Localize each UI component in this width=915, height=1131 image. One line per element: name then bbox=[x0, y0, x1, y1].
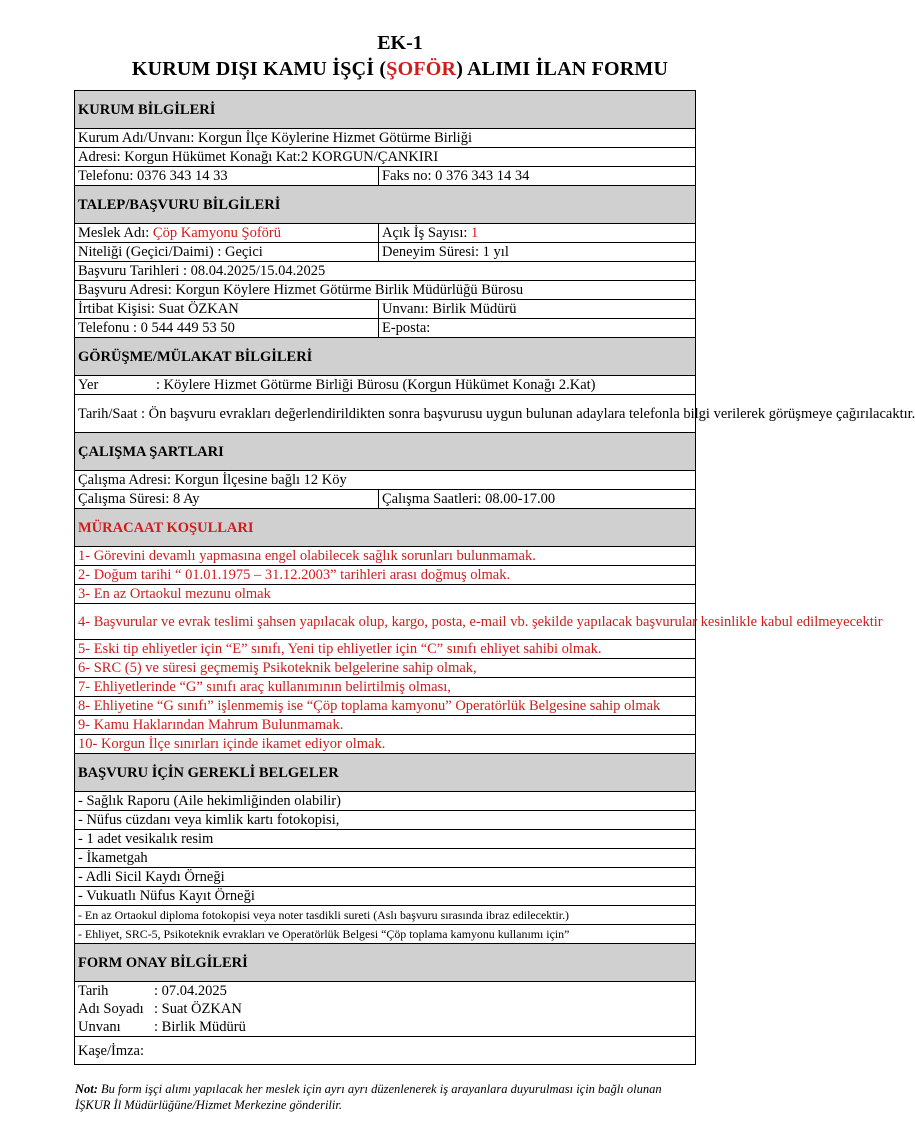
onay-tarih bbox=[75, 982, 696, 1001]
unvan-label: Unvanı bbox=[78, 1019, 121, 1035]
title-part-1: KURUM DIŞI KAMU İŞÇİ ( bbox=[131, 58, 387, 80]
talep-acik-is bbox=[379, 224, 696, 243]
belge-item-3: - 1 adet vesikalık resim bbox=[75, 830, 696, 849]
belge-item-5: - Adli Sicil Kaydı Örneği bbox=[75, 868, 696, 887]
unvan-value: : Birlik Müdürü bbox=[154, 1019, 246, 1035]
tarih-label: Tarih bbox=[78, 983, 109, 999]
talep-adres: Başvuru Adresi: Korgun Köylere Hizmet Götürme Birlik Müdürlüğü Bürosu bbox=[75, 281, 696, 300]
talep-unvan: Unvanı: Birlik Müdürü bbox=[379, 300, 696, 319]
muracaat-item-6: 6- SRC (5) ve süresi geçmemiş Psikoteknik belgelerine sahip olmak, bbox=[75, 659, 696, 678]
gorusme-tarih: Tarih/Saat : Ön başvuru evrakları değerlendirildikten sonra başvurusu uygun bulunan adaylara telefonla bilgi verilerek görüşmeye çağırılacaktır. bbox=[75, 395, 696, 433]
talep-telefon: Telefonu : 0 544 449 53 50 bbox=[75, 319, 379, 338]
muracaat-item-3: 3- En az Ortaokul mezunu olmak bbox=[75, 585, 696, 604]
title-position: ŞOFÖR bbox=[386, 58, 457, 80]
calisma-adres: Çalışma Adresi: Korgun İlçesine bağlı 12 Köy bbox=[75, 471, 696, 490]
muracaat-item-9: 9- Kamu Haklarından Mahrum Bulunmamak. bbox=[75, 716, 696, 735]
section-muracaat-heading: MÜRACAAT KOŞULLARI bbox=[75, 509, 696, 547]
meslek-label: Meslek Adı: bbox=[78, 225, 153, 241]
kurum-telefon: Telefonu: 0376 343 14 33 bbox=[75, 167, 379, 186]
belge-item-1: - Sağlık Raporu (Aile hekimliğinden olabilir) bbox=[75, 792, 696, 811]
muracaat-item-1: 1- Görevini devamlı yapmasına engel olabilecek sağlık sorunları bulunmamak. bbox=[75, 547, 696, 566]
kurum-adres: Adresi: Korgun Hükümet Konağı Kat:2 KORGUN/ÇANKIRI bbox=[75, 148, 696, 167]
belge-item-4: - İkametgah bbox=[75, 849, 696, 868]
title-part-2: ) ALIMI İLAN FORMU bbox=[456, 58, 669, 80]
muracaat-item-4: 4- Başvurular ve evrak teslimi şahsen yapılacak olup, kargo, posta, e-mail vb. şekilde yapılacak başvurular kesinlikle kabul edilmeyecektir bbox=[75, 604, 696, 640]
tarih-value: : 07.04.2025 bbox=[154, 983, 227, 999]
calisma-saat: Çalışma Saatleri: 08.00-17.00 bbox=[379, 490, 696, 509]
form-title bbox=[0, 58, 800, 81]
onay-adsoyad bbox=[75, 1000, 696, 1018]
talep-deneyim: Deneyim Süresi: 1 yıl bbox=[379, 243, 696, 262]
note-text: Bu form işçi alımı yapılacak her meslek için ayrı ayrı düzenlenerek iş arayanlara duyurulması için bağlı olunan İŞKUR İl Müdürlüğüne/Hizmet Merkezine gönderilir. bbox=[75, 1082, 662, 1112]
adsoyad-value: : Suat ÖZKAN bbox=[154, 1001, 242, 1017]
belge-item-6: - Vukuatlı Nüfus Kayıt Örneği bbox=[75, 887, 696, 906]
adsoyad-label: Adı Soyadı bbox=[78, 1001, 144, 1017]
announcement-form-table bbox=[74, 90, 915, 1065]
meslek-value: Çöp Kamyonu Şoförü bbox=[152, 225, 282, 241]
kurum-faks: Faks no: 0 376 343 14 34 bbox=[379, 167, 696, 186]
section-kurum-heading: KURUM BİLGİLERİ bbox=[75, 91, 696, 129]
belge-item-7: - En az Ortaokul diploma fotokopisi veya noter tasdikli sureti (Aslı başvuru sırasında ibraz edilecektir.) bbox=[75, 906, 696, 925]
muracaat-item-8: 8- Ehliyetine “G sınıfı” işlenmemiş ise “Çöp toplama kamyonu” Operatörlük Belgesine sahip olmak bbox=[75, 697, 696, 716]
talep-tarih: Başvuru Tarihleri : 08.04.2025/15.04.2025 bbox=[75, 262, 696, 281]
belge-item-2: - Nüfus cüzdanı veya kimlik kartı fotokopisi, bbox=[75, 811, 696, 830]
calisma-sure: Çalışma Süresi: 8 Ay bbox=[75, 490, 379, 509]
section-talep-heading: TALEP/BAŞVURU BİLGİLERİ bbox=[75, 186, 696, 224]
acik-is-label: Açık İş Sayısı: bbox=[382, 225, 472, 241]
note-label: Not: bbox=[75, 1082, 98, 1096]
yer-label: Yer bbox=[78, 377, 99, 393]
footer-note bbox=[75, 1081, 695, 1113]
muracaat-item-10: 10- Korgun İlçe sınırları içinde ikamet ediyor olmak. bbox=[75, 735, 696, 754]
section-gorusme-heading: GÖRÜŞME/MÜLAKAT BİLGİLERİ bbox=[75, 338, 696, 376]
section-calisma-heading: ÇALIŞMA ŞARTLARI bbox=[75, 433, 696, 471]
kurum-adi: Kurum Adı/Unvanı: Korgun İlçe Köylerine Hizmet Götürme Birliği bbox=[75, 129, 696, 148]
muracaat-item-5: 5- Eski tip ehliyetler için “E” sınıfı, Yeni tip ehliyetler için “C” sınıfı ehliyet sahibi olmak. bbox=[75, 640, 696, 659]
section-onay-heading: FORM ONAY BİLGİLERİ bbox=[75, 944, 696, 982]
annex-label: EK-1 bbox=[377, 32, 423, 54]
onay-unvan bbox=[75, 1018, 696, 1037]
acik-is-value: 1 bbox=[471, 225, 479, 241]
muracaat-item-2: 2- Doğum tarihi “ 01.01.1975 – 31.12.2003” tarihleri arası doğmuş olmak. bbox=[75, 566, 696, 585]
talep-meslek bbox=[75, 224, 379, 243]
belge-item-8: - Ehliyet, SRC-5, Psikoteknik evrakları ve Operatörlük Belgesi “Çöp toplama kamyonu kullanımı için” bbox=[75, 925, 696, 944]
talep-irtibat: İrtibat Kişisi: Suat ÖZKAN bbox=[75, 300, 379, 319]
talep-niteligi: Niteliği (Geçici/Daimi) : Geçici bbox=[75, 243, 379, 262]
section-belgeler-heading: BAŞVURU İÇİN GEREKLİ BELGELER bbox=[75, 754, 696, 792]
onay-kase: Kaşe/İmza: bbox=[75, 1037, 696, 1065]
talep-eposta: E-posta: bbox=[379, 319, 696, 338]
gorusme-yer bbox=[75, 376, 696, 395]
yer-value: : Köylere Hizmet Götürme Birliği Bürosu (Korgun Hükümet Konağı 2.Kat) bbox=[156, 377, 596, 393]
muracaat-item-7: 7- Ehliyetlerinde “G” sınıfı araç kullanımının belirtilmiş olması, bbox=[75, 678, 696, 697]
